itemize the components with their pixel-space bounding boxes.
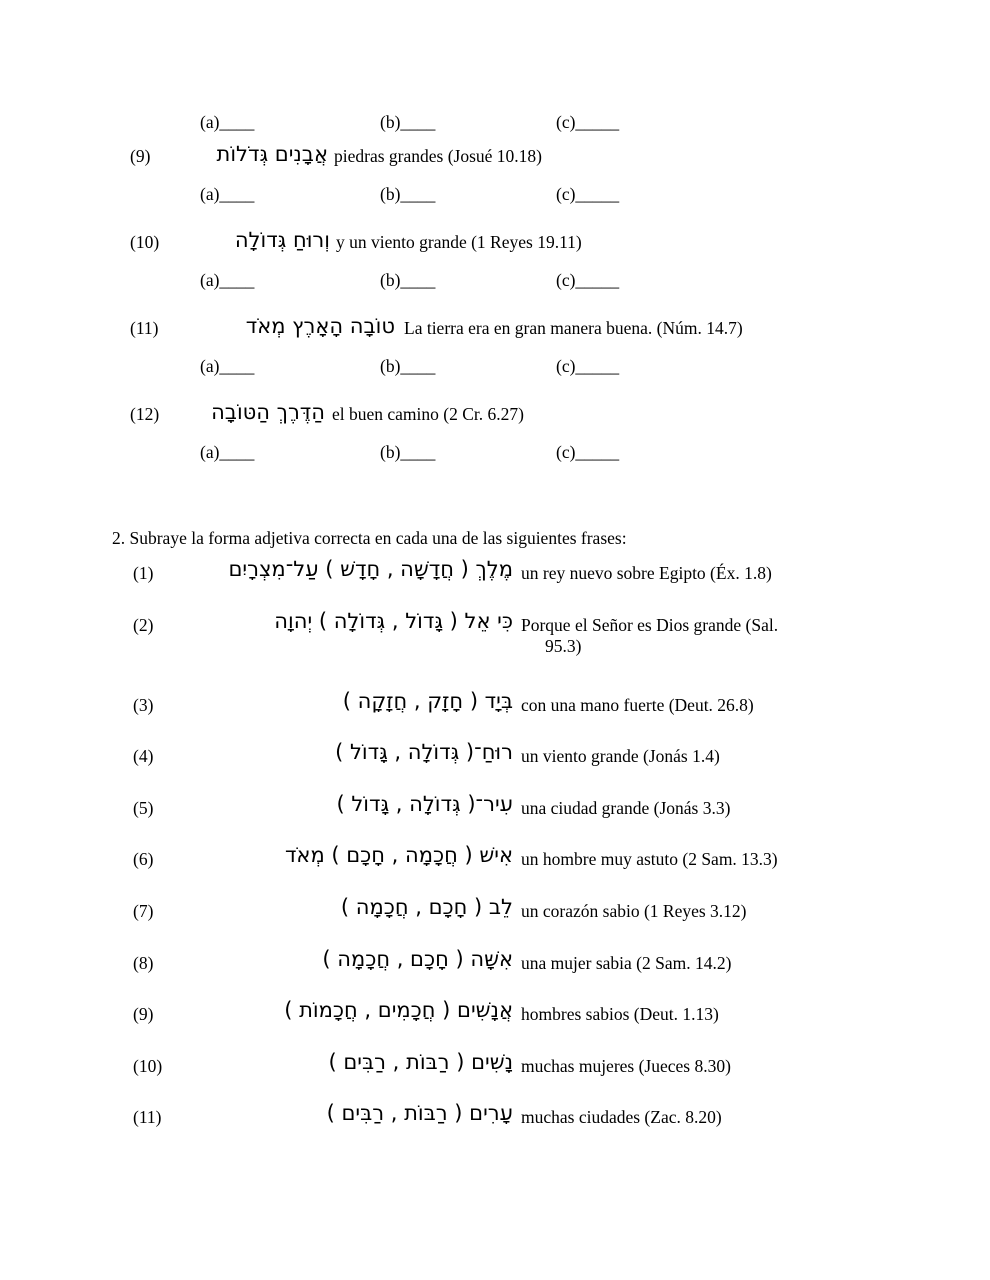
section-two-items: [0, 557, 990, 1153]
spanish-translation: muchas ciudades (Zac. 8.20): [521, 1107, 722, 1128]
spanish-translation: [521, 615, 841, 657]
spanish-gloss: y un viento grande (1 Reyes 19.11): [336, 232, 582, 252]
section-one-continuation: [0, 112, 990, 476]
hebrew-choice-phrase[interactable]: רוּחַ־( גְּדוֹלָה , גָּדוֹל ): [335, 740, 513, 765]
item-number: (3): [133, 694, 154, 715]
spanish-translation: una ciudad grande (Jonás 3.3): [521, 797, 731, 818]
section-two-heading: 2. Subraye la forma adjetiva correcta en cada una de las siguientes frases:: [112, 528, 627, 548]
item-number: (6): [133, 849, 154, 870]
spanish-translation: un viento grande (Jonás 1.4): [521, 746, 720, 767]
hebrew-phrase: טוֹבָה הָאָרֶץ מְאֹד: [245, 314, 395, 338]
blank-b[interactable]: (b)____: [380, 356, 436, 376]
item-number: (12): [130, 404, 160, 424]
hebrew-choice-phrase[interactable]: בְּיָד ( חָזָק , חֲזָקָה ): [342, 688, 513, 713]
item-number: (2): [133, 614, 154, 635]
spanish-translation: un corazón sabio (1 Reyes 3.12): [521, 900, 747, 921]
answer-blank-row: [0, 112, 990, 146]
item-number: (11): [133, 1107, 162, 1128]
item-number: (1): [133, 563, 154, 583]
translation-line-2: 95.3): [545, 635, 582, 656]
blank-b[interactable]: (b)____: [380, 442, 436, 462]
spanish-translation: una mujer sabia (2 Sam. 14.2): [521, 952, 732, 973]
hebrew-phrase: הַדֶּרֶךְ הַטּוֹבָה: [211, 400, 325, 424]
hebrew-choice-phrase[interactable]: עָרִים ( רַבּוֹת , רַבִּים ): [326, 1101, 513, 1126]
hebrew-phrase: אֲבָנִים גְּדֹלוֹת: [216, 142, 328, 166]
exercise-question: [0, 557, 990, 609]
spanish-translation: muchas mujeres (Jueces 8.30): [521, 1055, 731, 1076]
item-number: (7): [133, 900, 154, 921]
item-number: (4): [133, 746, 154, 767]
blank-c[interactable]: (c)_____: [556, 112, 620, 132]
blank-a[interactable]: (a)____: [200, 270, 255, 290]
exercise-question: [0, 689, 990, 741]
item-number: (10): [133, 1055, 163, 1076]
exercise-item: [0, 228, 990, 270]
hebrew-choice-phrase[interactable]: מֶלֶךְ ( חֲדָשָׁה , חָדָשׁ ) עַל־מִצְרָיִם: [228, 557, 513, 581]
spanish-gloss: La tierra era en gran manera buena. (Núm. 14.7): [404, 318, 743, 338]
blank-b[interactable]: (b)____: [380, 184, 436, 204]
blank-c[interactable]: (c)_____: [556, 442, 620, 462]
spanish-translation: hombres sabios (Deut. 1.13): [521, 1004, 719, 1025]
blank-a[interactable]: (a)____: [200, 184, 255, 204]
blank-a[interactable]: (a)____: [200, 112, 255, 132]
exercise-question: [0, 1101, 990, 1153]
exercise-item: [0, 142, 990, 184]
translation-line-1: Porque el Señor es Dios grande (Sal.: [521, 614, 779, 635]
answer-blank-row: [0, 356, 990, 390]
exercise-question: [0, 998, 990, 1050]
item-number: (9): [130, 146, 151, 166]
spanish-translation: con una mano fuerte (Deut. 26.8): [521, 694, 754, 715]
hebrew-choice-phrase[interactable]: אִישׁ ( חֲכָמָה , חָכָם ) מְאֹד: [284, 843, 513, 868]
hebrew-phrase: וְרוּחַ גְּדוֹלָה: [234, 228, 330, 252]
blank-a[interactable]: (a)____: [200, 442, 255, 462]
exercise-question: [0, 740, 990, 792]
exercise-question: [0, 792, 990, 844]
answer-blank-row: [0, 270, 990, 304]
spanish-translation: un rey nuevo sobre Egipto (Éx. 1.8): [521, 563, 772, 583]
spanish-gloss: el buen camino (2 Cr. 6.27): [332, 404, 524, 424]
exercise-question: [0, 895, 990, 947]
answer-blank-row: [0, 442, 990, 476]
hebrew-choice-phrase[interactable]: עִיר־( גְּדוֹלָה , גָּדוֹל ): [336, 791, 513, 816]
spanish-gloss: piedras grandes (Josué 10.18): [334, 146, 543, 166]
item-number: (8): [133, 952, 154, 973]
exercise-question: [0, 843, 990, 895]
exercise-item: [0, 314, 990, 356]
answer-blank-row: [0, 184, 990, 218]
item-number: (9): [133, 1004, 154, 1025]
item-number: (11): [130, 318, 159, 338]
blank-c[interactable]: (c)_____: [556, 356, 620, 376]
blank-a[interactable]: (a)____: [200, 356, 255, 376]
hebrew-choice-phrase[interactable]: כִּי אֵל ( גָּדוֹל , גְּדוֹלָה ) יְהוָה: [274, 608, 513, 633]
hebrew-choice-phrase[interactable]: אִשָּׁה ( חָכָם , חֲכָמָה ): [322, 946, 513, 971]
blank-b[interactable]: (b)____: [380, 112, 436, 132]
exercise-item: [0, 400, 990, 442]
item-number: (10): [130, 232, 160, 252]
item-number: (5): [133, 797, 154, 818]
spanish-translation: un hombre muy astuto (2 Sam. 13.3): [521, 849, 778, 870]
hebrew-choice-phrase[interactable]: נָשִׁים ( רַבּוֹת , רַבִּים ): [328, 1049, 513, 1074]
exercise-question: [0, 1050, 990, 1102]
blank-b[interactable]: (b)____: [380, 270, 436, 290]
blank-c[interactable]: (c)_____: [556, 184, 620, 204]
hebrew-choice-phrase[interactable]: לֵב ( חָכָם , חֲכָמָה ): [340, 894, 513, 919]
exercise-question: [0, 947, 990, 999]
blank-c[interactable]: (c)_____: [556, 270, 620, 290]
exercise-question: [0, 609, 990, 689]
hebrew-choice-phrase[interactable]: אֲנָשִׁים ( חֲכָמִים , חֲכָמוֹת ): [284, 998, 513, 1023]
